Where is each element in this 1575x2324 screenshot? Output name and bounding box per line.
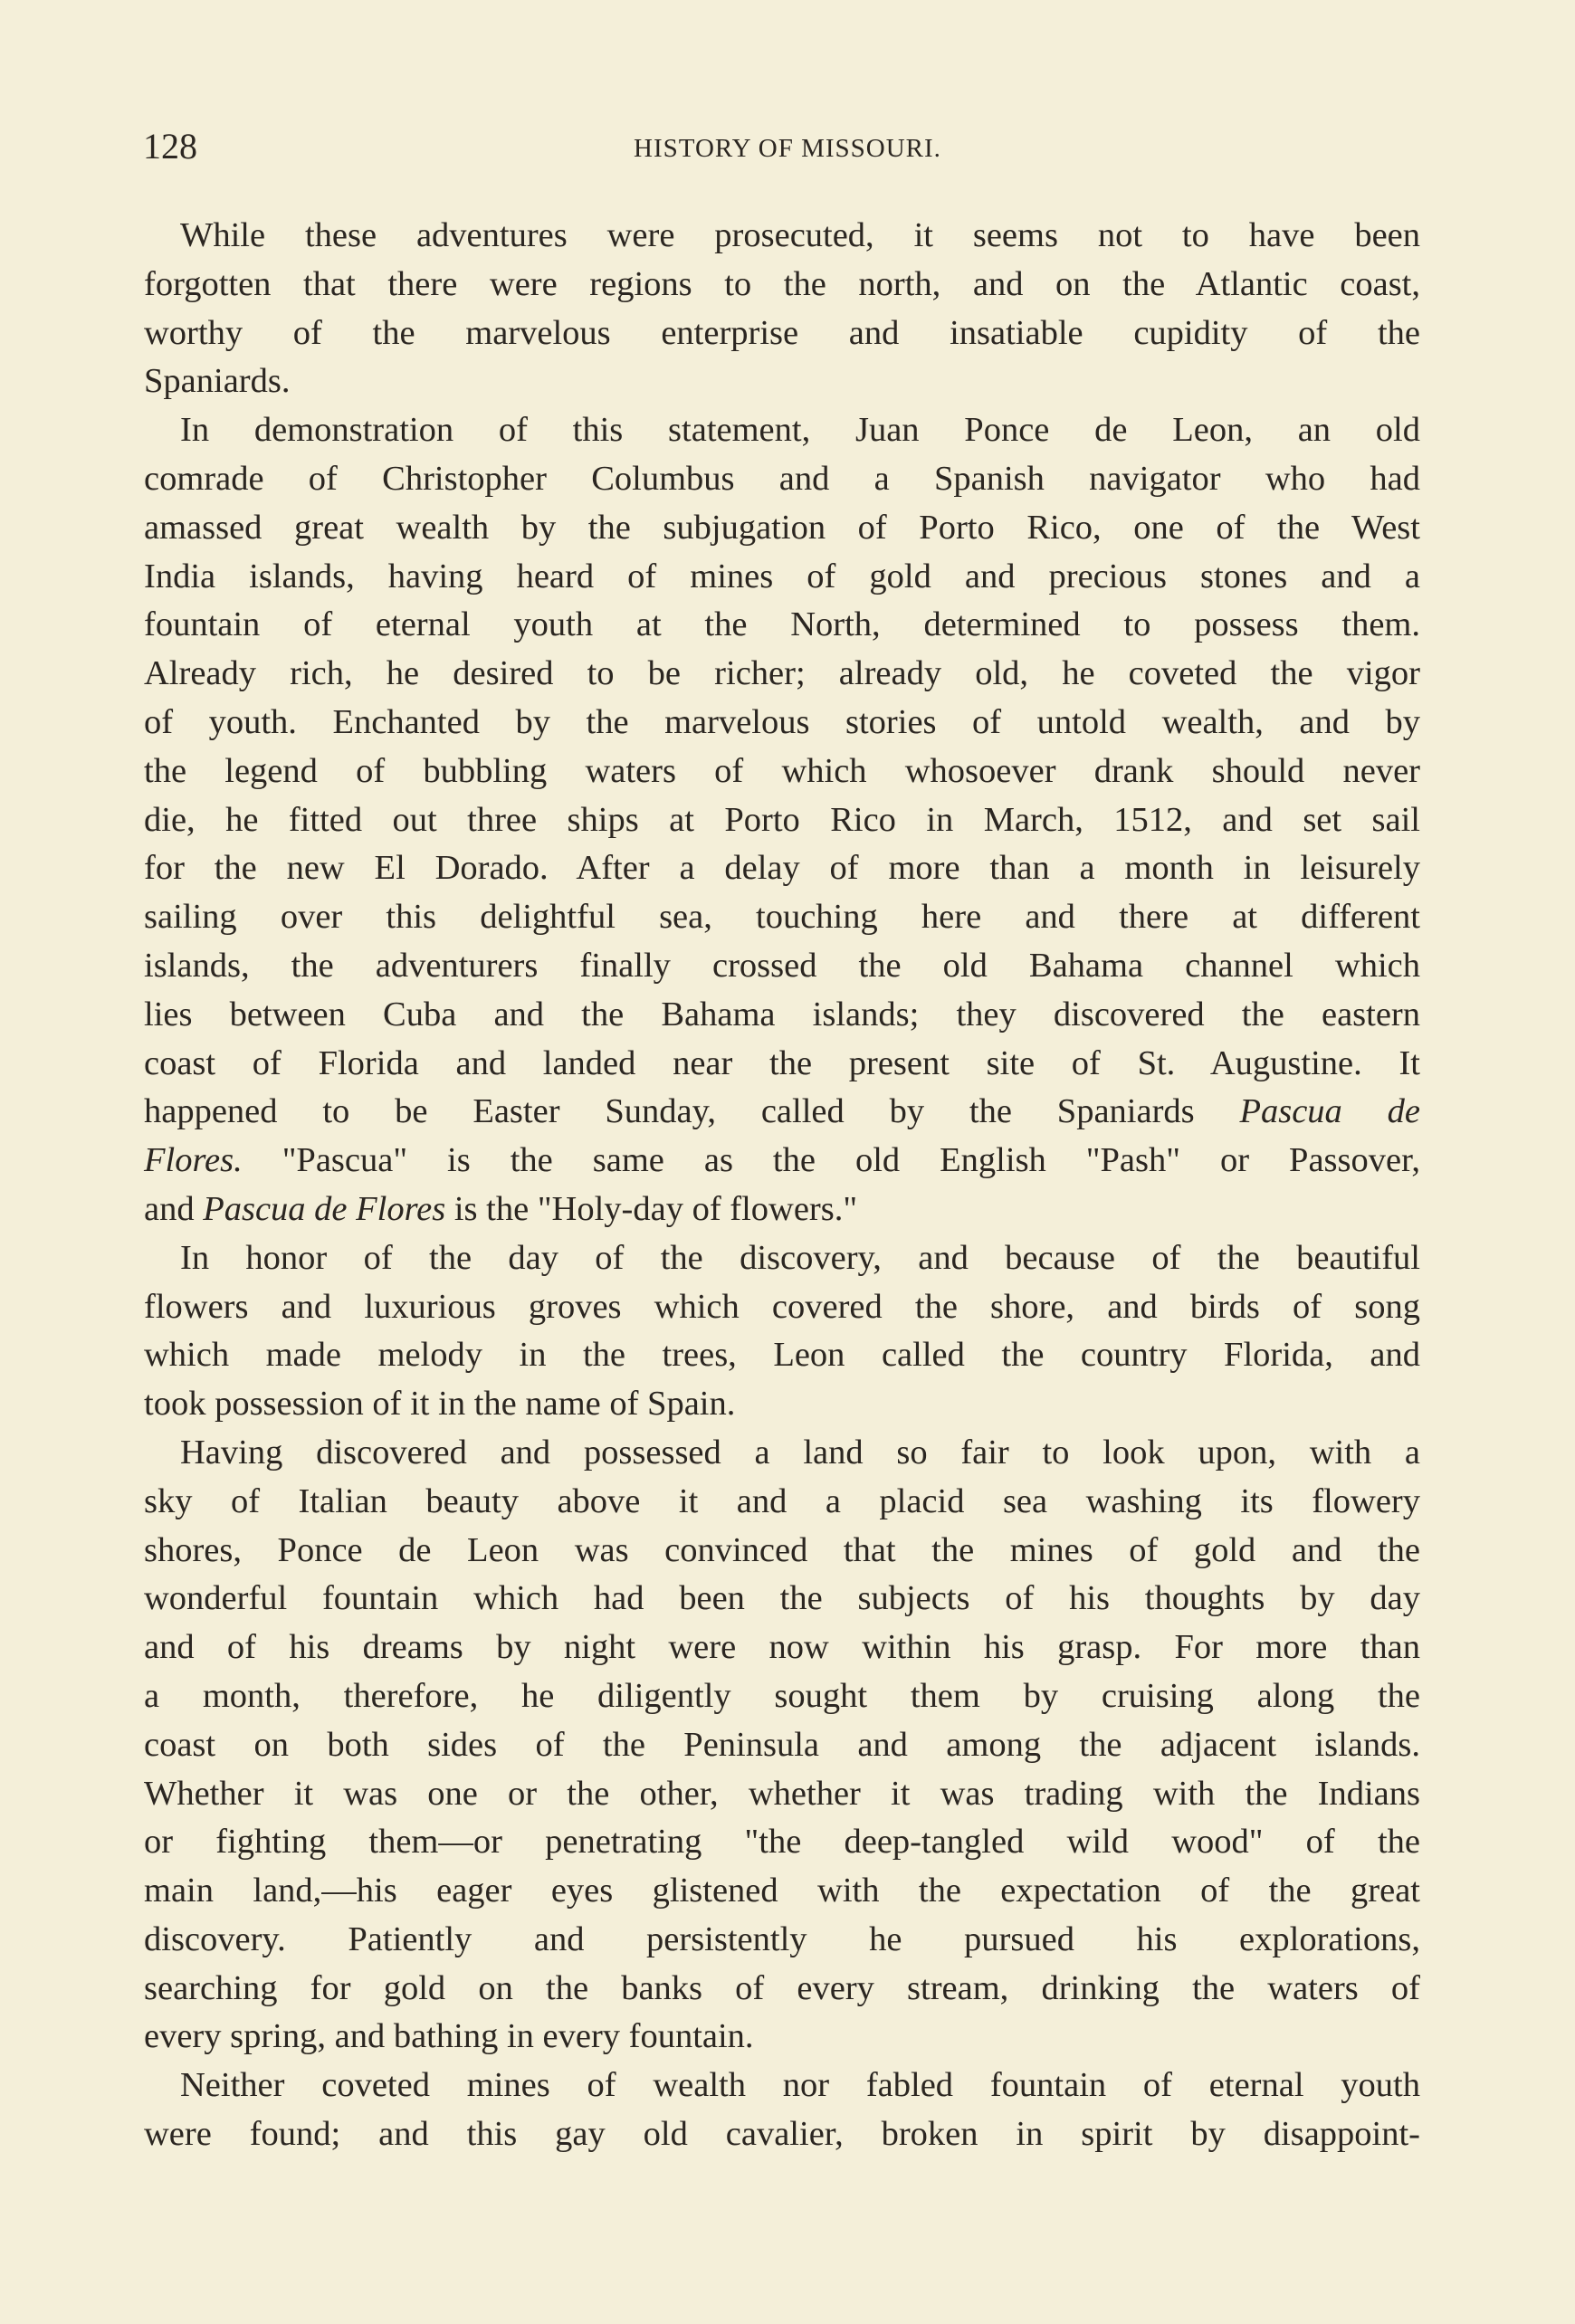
text-segment: worthy of the marvelous enterprise and insatiable cupidity of the — [144, 313, 1420, 352]
italic-text: Pascua de Flores — [203, 1189, 446, 1228]
text-line — [144, 2110, 1420, 2159]
text-segment: sailing over this delightful sea, touching here and there at different — [144, 898, 1420, 937]
text-line — [144, 2013, 1420, 2062]
text-segment: of youth. Enchanted by the marvelous stories of untold wealth, and by — [144, 702, 1420, 741]
text-line — [144, 1088, 1420, 1137]
text-segment: discovery. Patiently and persistently he pursued his explorations, — [144, 1919, 1420, 1958]
text-segment: While these adventures were prosecuted, it seems not to have been — [180, 216, 1420, 254]
text-line — [144, 942, 1420, 991]
text-line — [144, 1527, 1420, 1576]
text-segment: forgotten that there were regions to the north, and on the Atlantic coast, — [144, 264, 1420, 303]
text-segment: which made melody in the trees, Leon called the country Florida, and — [144, 1336, 1420, 1375]
text-segment: islands, the adventurers finally crossed the old Bahama channel which — [144, 946, 1420, 985]
text-segment: main land,—his eager eyes glistened with the expectation of the great — [144, 1872, 1420, 1910]
text-line — [144, 1965, 1420, 2014]
text-segment: Spaniards. — [144, 362, 291, 401]
text-segment: and of his dreams by night were now within his grasp. For more than — [144, 1628, 1420, 1667]
text-segment: and — [144, 1189, 204, 1228]
text-line — [144, 1478, 1420, 1527]
text-line — [144, 1575, 1420, 1624]
text-segment: comrade of Christopher Columbus and a Spanish navigator who had — [144, 459, 1420, 498]
running-title: HISTORY OF MISSOURI. — [634, 134, 941, 163]
text-segment: is the "Holy-day of flowers." — [445, 1189, 858, 1228]
text-line — [144, 893, 1420, 942]
text-line — [144, 1721, 1420, 1770]
text-segment: lies between Cuba and the Bahama islands; they discovered the eastern — [144, 995, 1420, 1033]
text-segment: every spring, and bathing in every fountain. — [144, 2017, 754, 2056]
text-line — [144, 1818, 1420, 1867]
text-line — [144, 844, 1420, 893]
text-line — [144, 650, 1420, 699]
text-line — [144, 1429, 1420, 1478]
text-segment: Already rich, he desired to be richer; already old, he coveted the vigor — [144, 654, 1420, 693]
text-line — [144, 2062, 1420, 2110]
text-line — [144, 212, 1420, 261]
text-segment: wonderful fountain which had been the subjects of his thoughts by day — [144, 1579, 1420, 1618]
text-segment: flowers and luxurious groves which covered the shore, and birds of song — [144, 1287, 1420, 1326]
text-segment: Neither coveted mines of wealth nor fabled fountain of eternal youth — [180, 2066, 1420, 2105]
text-line — [144, 1867, 1420, 1916]
text-segment: or fighting them—or penetrating "the deep-tangled wild wood" of the — [144, 1823, 1420, 1862]
text-line — [144, 406, 1420, 455]
text-line — [144, 504, 1420, 553]
text-line — [144, 796, 1420, 845]
text-line — [144, 1624, 1420, 1672]
text-segment: sky of Italian beauty above it and a placid sea washing its flowery — [144, 1481, 1420, 1520]
text-line — [144, 1331, 1420, 1380]
text-segment: fountain of eternal youth at the North, determined to possess them. — [144, 605, 1420, 644]
text-segment: a month, therefore, he diligently sought them by cruising along the — [144, 1676, 1420, 1715]
page-number: 128 — [143, 126, 197, 167]
text-segment: "Pascua" is the same as the old English "Pash" or Passover, — [242, 1141, 1420, 1180]
text-segment: coast of Florida and landed near the present site of St. Augustine. It — [144, 1043, 1420, 1082]
text-segment: for the new El Dorado. After a delay of more than a month in leisurely — [144, 849, 1420, 888]
text-segment: In demonstration of this statement, Juan Ponce de Leon, an old — [180, 411, 1420, 450]
text-line — [144, 455, 1420, 504]
text-segment: took possession of it in the name of Spain. — [144, 1385, 736, 1424]
text-line — [144, 991, 1420, 1040]
text-line — [144, 1186, 1420, 1234]
body-text — [144, 212, 1420, 2159]
text-line — [144, 748, 1420, 796]
text-segment: Whether it was one or the other, whether it was trading with the Indians — [144, 1774, 1420, 1813]
text-line — [144, 1283, 1420, 1332]
text-line — [144, 1234, 1420, 1283]
text-segment: India islands, having heard of mines of gold and precious stones and a — [144, 557, 1420, 595]
italic-text: Flores. — [144, 1141, 243, 1180]
text-line — [144, 1672, 1420, 1721]
text-segment: happened to be Easter Sunday, called by the Spaniards — [144, 1092, 1240, 1131]
text-line — [144, 1380, 1420, 1429]
text-segment: die, he fitted out three ships at Porto Rico in March, 1512, and set sail — [144, 800, 1420, 839]
text-segment: the legend of bubbling waters of which whosoever drank should never — [144, 751, 1420, 790]
text-segment: searching for gold on the banks of every stream, drinking the waters of — [144, 1968, 1420, 2007]
text-line — [144, 699, 1420, 748]
text-line — [144, 553, 1420, 602]
text-line — [144, 357, 1420, 406]
text-line — [144, 601, 1420, 650]
text-segment: were found; and this gay old cavalier, broken in spirit by disappoint- — [144, 2115, 1420, 2154]
text-line — [144, 1916, 1420, 1965]
text-segment: coast on both sides of the Peninsula and among the adjacent islands. — [144, 1725, 1420, 1764]
text-line — [144, 310, 1420, 358]
text-segment: Having discovered and possessed a land so fair to look upon, with a — [180, 1433, 1420, 1472]
text-line — [144, 1040, 1420, 1089]
text-line — [144, 1137, 1420, 1186]
italic-text: Pascua de — [1239, 1092, 1420, 1131]
text-line — [144, 261, 1420, 310]
text-segment: shores, Ponce de Leon was convinced that the mines of gold and the — [144, 1530, 1420, 1569]
text-segment: amassed great wealth by the subjugation of Porto Rico, one of the West — [144, 508, 1420, 547]
text-line — [144, 1770, 1420, 1819]
text-segment: In honor of the day of the discovery, and because of the beautiful — [180, 1238, 1420, 1277]
